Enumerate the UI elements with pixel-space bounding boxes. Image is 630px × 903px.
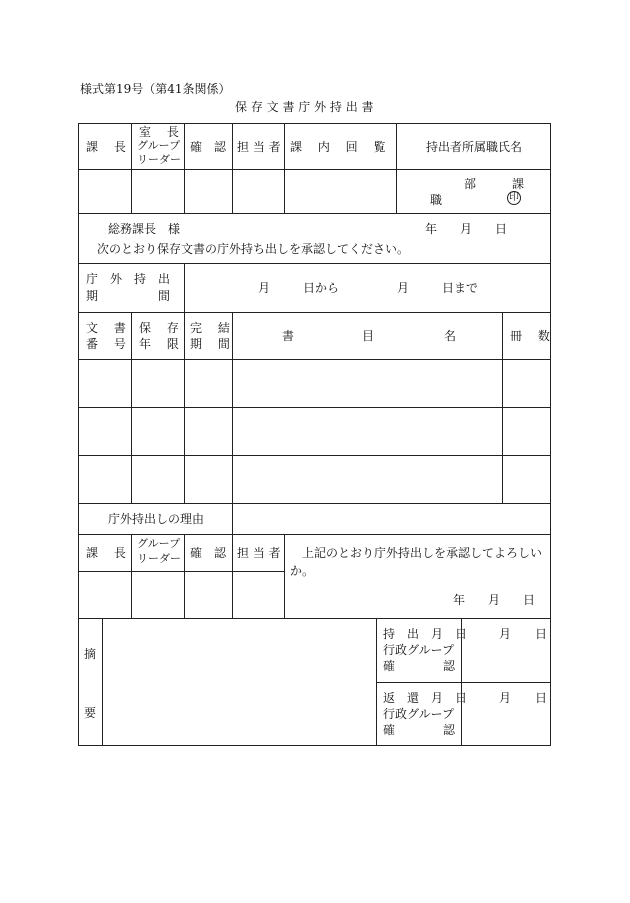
- header-kakunin: 確 認: [190, 140, 227, 154]
- approval2-leader-label: リーダー: [137, 552, 181, 565]
- remarks-label-1: 摘: [84, 647, 97, 661]
- applicant-ka: 課: [512, 177, 525, 191]
- col-kanketsu-1: 完 結: [190, 321, 230, 335]
- seal-icon: [507, 191, 521, 205]
- col-hozon-1: 保 存: [139, 321, 179, 335]
- period-to-text: 日まで: [442, 281, 479, 295]
- header-shitsucho: 室 長: [139, 125, 179, 139]
- form-number: 様式第19号（第41条関係）: [80, 82, 231, 96]
- period-label-2: 期 間: [86, 289, 171, 303]
- return-tsuki: 月: [499, 691, 512, 705]
- approval2-tantosha: 担 当 者: [237, 546, 281, 560]
- addressee: 総務課長 様: [108, 222, 181, 236]
- approval2-kacho: 課 長: [86, 546, 126, 560]
- approval2-text-1: 上記のとおり庁外持出しを承認してよろしい: [302, 546, 543, 560]
- seal-mark: 印: [509, 192, 519, 203]
- col-bunsho-2: 番 号: [86, 337, 126, 351]
- col-shomoku-3: 名: [444, 329, 457, 343]
- header-kacho: 課 長: [86, 140, 126, 154]
- remarks-label-2: 要: [84, 706, 97, 720]
- period-to-tsuki: 月: [397, 281, 410, 295]
- return-hi: 日: [535, 691, 548, 705]
- reason-label: 庁外持出しの理由: [108, 512, 205, 526]
- applicant-shoku: 職: [430, 193, 443, 207]
- approval2-kakunin: 確 認: [190, 546, 227, 560]
- col-sassu: 冊 数: [510, 329, 550, 343]
- col-bunsho-1: 文 書: [86, 321, 126, 335]
- request-date-nen: 年: [425, 222, 438, 236]
- header-kanai-kairan: 課 内 回 覧: [290, 140, 386, 154]
- return-label-3: 確 認: [383, 723, 456, 737]
- header-tantosha: 担 当 者: [237, 140, 281, 154]
- return-label-1: 返 還 月 日: [383, 691, 468, 705]
- checkout-tsuki: 月: [499, 627, 512, 641]
- header-group-label: グループ: [137, 139, 181, 152]
- request-date-hi: 日: [495, 222, 508, 236]
- approval2-text-2: か。: [290, 564, 315, 578]
- checkout-label-2: 行政グループ: [383, 643, 455, 657]
- checkout-label-3: 確 認: [383, 659, 456, 673]
- return-label-2: 行政グループ: [383, 707, 455, 721]
- col-shomoku-2: 目: [362, 329, 375, 343]
- request-statement: 次のとおり保存文書の庁外持ち出しを承認してください。: [97, 242, 410, 256]
- request-date-tsuki: 月: [460, 222, 473, 236]
- approval2-date-nen: 年: [453, 593, 466, 607]
- form-title: 保 存 文 書 庁 外 持 出 書: [235, 100, 374, 114]
- header-applicant: 持出者所属職氏名: [426, 140, 523, 154]
- col-kanketsu-2: 期 間: [190, 337, 230, 351]
- approval2-date-tsuki: 月: [488, 593, 501, 607]
- period-from-text: 日から: [303, 281, 340, 295]
- applicant-bu: 部: [464, 177, 477, 191]
- checkout-hi: 日: [535, 627, 548, 641]
- approval2-date-hi: 日: [523, 593, 536, 607]
- col-hozon-2: 年 限: [139, 337, 179, 351]
- header-leader-label: リーダー: [137, 153, 181, 166]
- period-label-1: 庁 外 持 出: [86, 272, 171, 286]
- col-shomoku-1: 書: [282, 329, 295, 343]
- period-from-tsuki: 月: [258, 281, 271, 295]
- approval2-group-label: グループ: [137, 537, 181, 550]
- checkout-label-1: 持 出 月 日: [383, 627, 468, 641]
